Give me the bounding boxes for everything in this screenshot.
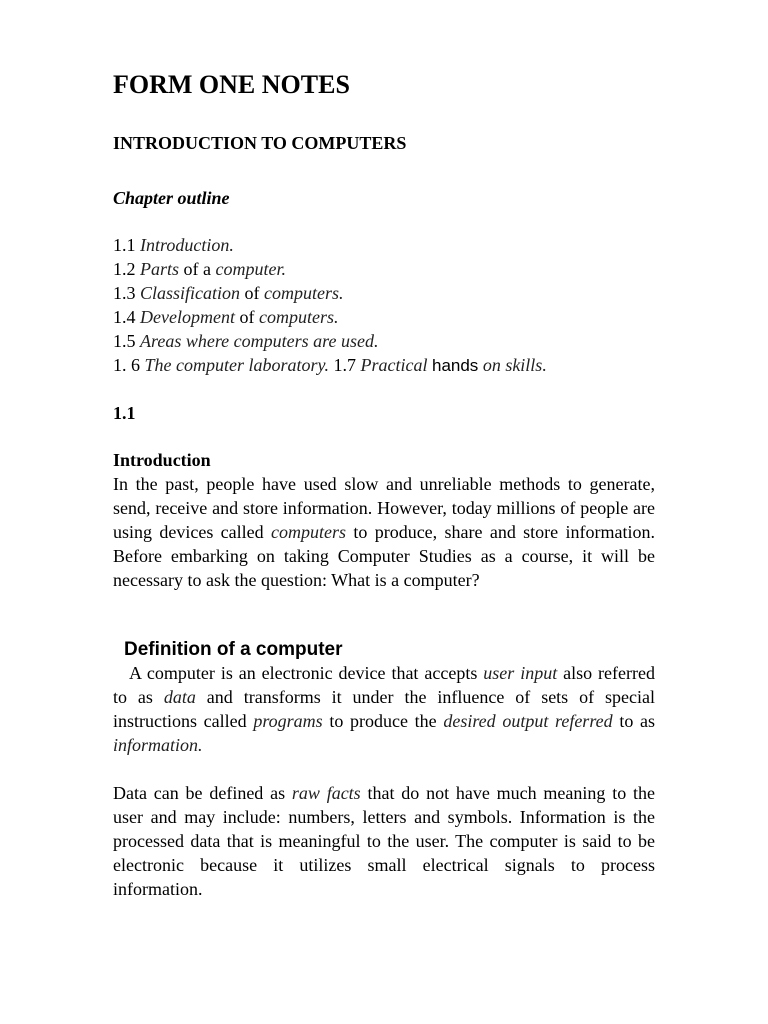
italic-term: computers. xyxy=(264,283,344,303)
italic-term: Areas where computers are used. xyxy=(140,331,379,351)
italic-term: Introduction. xyxy=(140,235,234,255)
outline-item xyxy=(113,233,655,257)
italic-term: computer. xyxy=(215,259,286,279)
definition-heading: Definition of a computer xyxy=(124,639,343,660)
outline-item-number: 1.5 xyxy=(113,331,136,351)
italic-term: computers xyxy=(271,522,346,542)
chapter-outline-list xyxy=(113,233,655,378)
italic-term: on skills. xyxy=(478,355,547,375)
emphasis-text: hands xyxy=(431,356,479,375)
italic-term: information. xyxy=(113,735,203,755)
outline-item xyxy=(113,353,655,378)
text-run: to as xyxy=(612,711,655,731)
text-run: Data can be defined as xyxy=(113,783,292,803)
outline-item xyxy=(113,329,655,353)
italic-term: Practical xyxy=(360,355,432,375)
chapter-outline-heading: Chapter outline xyxy=(113,188,230,208)
outline-item xyxy=(113,305,655,329)
italic-term: computers. xyxy=(258,307,339,327)
text-run: 1.7 xyxy=(329,355,361,375)
text-run: A computer is an electronic device that accepts xyxy=(129,663,484,683)
outline-item-number: 1.3 xyxy=(113,283,136,303)
outline-item xyxy=(113,281,655,305)
italic-term: user input xyxy=(483,663,558,683)
text-run: In the past, people have used slow and unreliable methods to generate, send, receive and store information. However, today millions of people are using devices called xyxy=(113,474,655,542)
definition-paragraph xyxy=(113,661,655,757)
italic-term: The computer laboratory. xyxy=(144,355,329,375)
outline-item-number: 1.2 xyxy=(113,259,136,279)
page-title: FORM ONE NOTES xyxy=(113,70,350,99)
outline-item-number: 1. 6 xyxy=(113,355,140,375)
text-run: and transforms it under the influence of sets of special instructions called xyxy=(113,687,656,731)
italic-term: Parts xyxy=(140,259,180,279)
introduction-heading: Introduction xyxy=(113,450,211,470)
text-run: also referred to as xyxy=(113,663,655,707)
text-run: to produce the xyxy=(322,711,444,731)
data-paragraph xyxy=(113,781,655,901)
italic-term: Development xyxy=(140,307,235,327)
text-run: to produce, share and store information. Before embarking on taking Computer Studies as a course, it will be necessary to ask the question: What is a computer? xyxy=(113,522,655,590)
page-subtitle: INTRODUCTION TO COMPUTERS xyxy=(113,133,407,153)
text-run: of xyxy=(240,283,265,303)
italic-term: Classification xyxy=(140,283,241,303)
italic-term: programs xyxy=(253,711,323,731)
text-run: that do not have much meaning to the user and may include: numbers, letters and symbols. Information is the processed data that is meaningful to the user. The computer is said to be electronic because it utilizes small electrical signals to process information. xyxy=(113,783,655,899)
section-number: 1.1 xyxy=(113,403,136,423)
outline-item-number: 1.1 xyxy=(113,235,136,255)
introduction-paragraph xyxy=(113,472,655,592)
italic-term: data xyxy=(163,687,196,707)
italic-term: desired output referred xyxy=(443,711,613,731)
italic-term: raw facts xyxy=(291,783,361,803)
text-run: of xyxy=(234,307,259,327)
outline-item xyxy=(113,257,655,281)
text-run: of a xyxy=(179,259,216,279)
outline-item-number: 1.4 xyxy=(113,307,136,327)
